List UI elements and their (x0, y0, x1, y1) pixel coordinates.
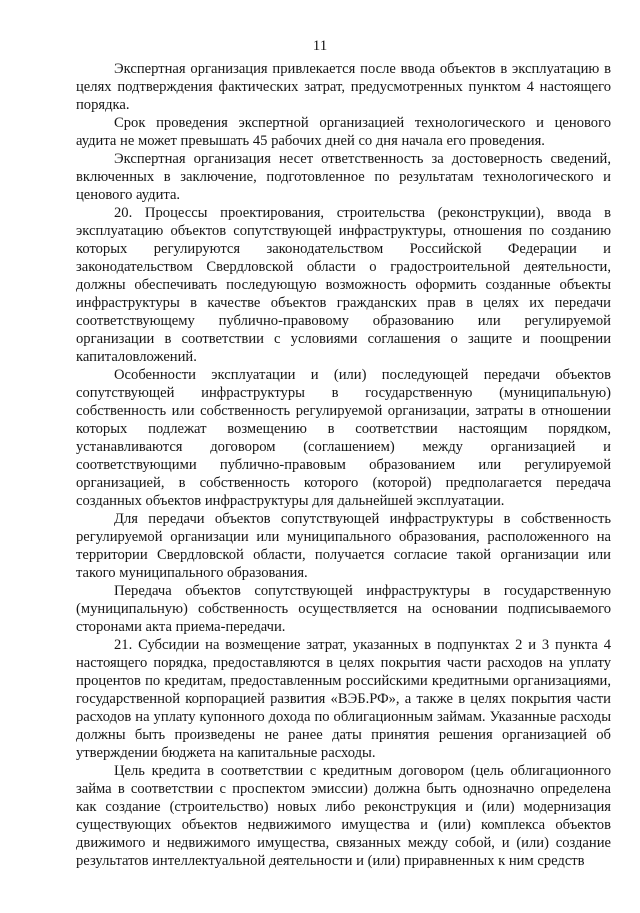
document-body (76, 60, 611, 870)
page-number: 11 (312, 38, 328, 54)
paragraph-audit-term: Срок проведения экспертной организацией технологического и ценового аудита не может превышать 45 рабочих дней со дня начала его проведения. (76, 115, 611, 149)
paragraph-transfer-act: Передача объектов сопутствующей инфраструктуры в государственную (муниципальную) собственность осуществляется на основании подписываемого сторонами акта приема-передачи. (76, 583, 611, 635)
paragraph-expert-engagement: Экспертная организация привлекается после ввода объектов в эксплуатацию в целях подтверждения фактических затрат, предусмотренных пунктом 4 настоящего порядка. (76, 61, 611, 113)
paragraph-expert-responsibility: Экспертная организация несет ответственность за достоверность сведений, включенных в заключение, подготовленное по результатам технологического и ценового аудита. (76, 151, 611, 203)
paragraph-transfer-specifics: Особенности эксплуатации и (или) последующей передачи объектов сопутствующей инфраструктуры в государственную (муниципальную) собственность или собственность регулируемой организации, затраты в отношении которых подлежат возмещению в соответствии настоящим порядком, устанавливаются договором (соглашением) между организацией и соответствующими публично-правовым образованием или регулируемой организацией, в собственность которого (которой) предполагается передача созданных объектов инфраструктуры для дальнейшей эксплуатации. (76, 367, 611, 509)
paragraph-clause-21: 21. Субсидии на возмещение затрат, указанных в подпунктах 2 и 3 пункта 4 настоящего порядка, предоставляются в целях покрытия части расходов на уплату процентов по кредитам, предоставленным российскими кредитными организациями, государственной корпорацией развития «ВЭБ.РФ», а также в целях покрытия части расходов на уплату купонного дохода по облигационным займам. Указанные расходы должны быть произведены не ранее даты принятия решения организацией об утверждении бюджета на капитальные расходы. (76, 637, 611, 761)
paragraph-clause-20: 20. Процессы проектирования, строительства (реконструкции), ввода в эксплуатацию объектов сопутствующей инфраструктуры, отношения по созданию которых регулируются законодательством Российской Федерации и законодательством Свердловской области о градостроительной деятельности, должны обеспечивать последующую возможность оформить созданные объекты инфраструктуры в качестве объектов гражданских прав в целях их передачи соответствующему публично-правовому образованию или регулируемой организации в соответствии с условиями соглашения о защите и поощрении капиталовложений. (76, 205, 611, 365)
paragraph-transfer-consent: Для передачи объектов сопутствующей инфраструктуры в собственность регулируемой организации или муниципального образования, расположенного на территории Свердловской области, получается согласие такой организации или такого муниципального образования. (76, 511, 611, 581)
paragraph-credit-purpose: Цель кредита в соответствии с кредитным договором (цель облигационного займа в соответствии с проспектом эмиссии) должна быть однозначно определена как создание (строительство) новых либо реконструкция и (или) модернизация существующих объектов недвижимого имущества и (или) комплекса объектов движимого и недвижимого имущества, связанных между собой, и (или) создание результатов интеллектуальной деятельности и (или) приравненных к ним средств (76, 763, 611, 869)
